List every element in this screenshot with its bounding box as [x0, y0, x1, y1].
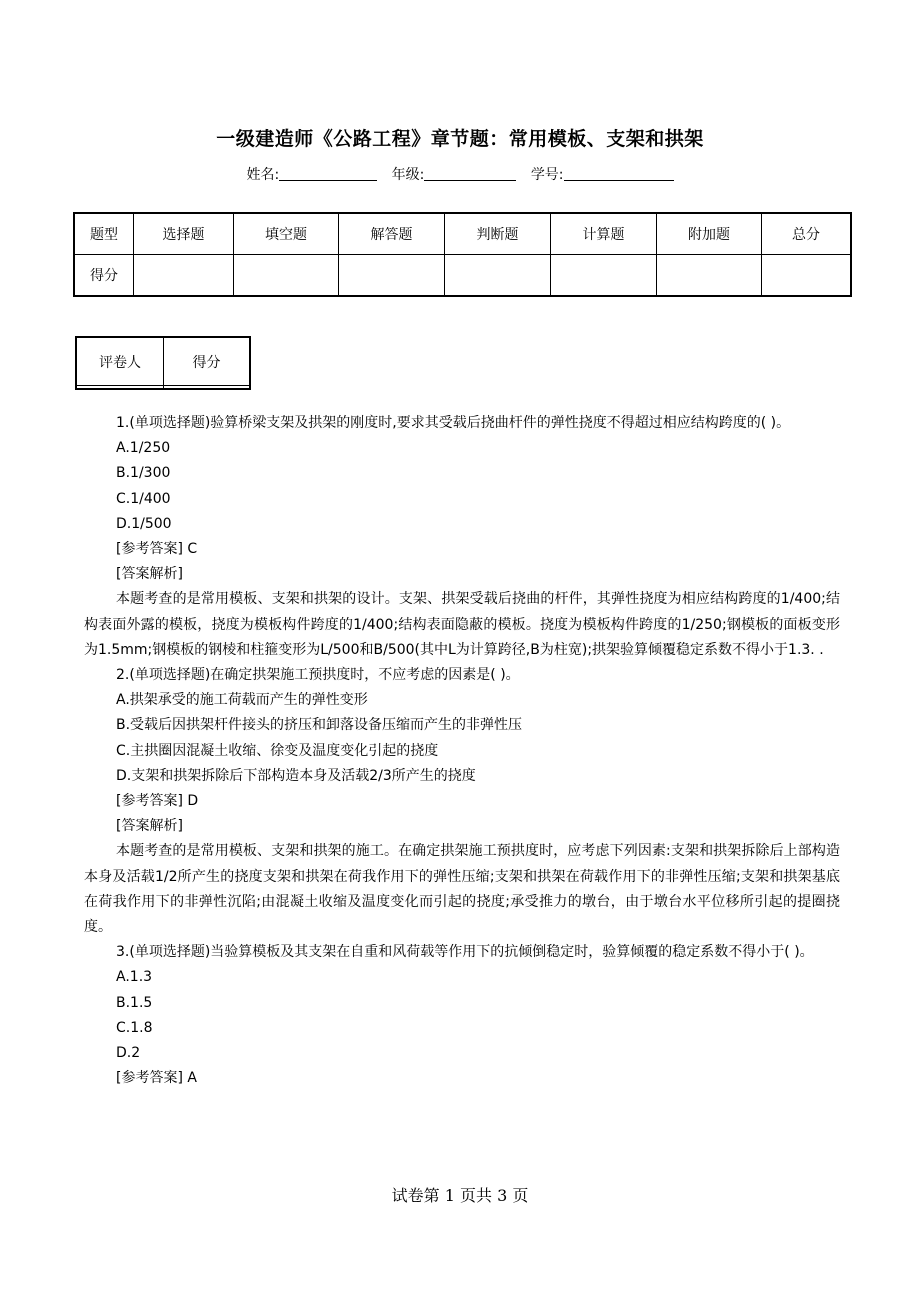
page-footer: 试卷第 1 页共 3 页: [391, 1186, 529, 1205]
analysis-label: [答案解析]: [116, 566, 183, 583]
score-cell[interactable]: [762, 255, 852, 297]
analysis-text: 本题考查的是常用模板、支架和拱架的施工。在确定拱架施工预拱度时，应考虑下列因素:支架和拱架拆除后上部构造本身及活载1/2所产生的挠度支架和拱架在荷我作用下的弹性压缩;支架和拱架在荷载作用下的非弹性压缩;支架和拱架基底在荷我作用下的非弹性沉陷;由混凝土收缩及温度变化而引起的挠度;承受推力的墩台，由于墩台水平位移所引起的提圈挠度。: [84, 843, 840, 936]
grader-cell[interactable]: [164, 386, 251, 389]
score-cell[interactable]: [234, 255, 339, 297]
score-table-header-row: [74, 213, 851, 255]
grade-blank[interactable]: [424, 166, 516, 181]
grader-header-cell: 评卷人: [76, 337, 164, 386]
questions-content: [84, 411, 840, 1091]
name-field: [246, 167, 377, 183]
reference-answer: [参考答案] D: [116, 793, 199, 810]
score-header-cell: 选择题: [134, 213, 234, 255]
question-option: A.1/250: [116, 440, 171, 457]
question-option: D.1/500: [116, 515, 172, 532]
score-table-score-row: [74, 255, 851, 297]
score-cell[interactable]: [445, 255, 551, 297]
score-header-cell: 填空题: [234, 213, 339, 255]
score-cell[interactable]: [134, 255, 234, 297]
score-cell[interactable]: [551, 255, 657, 297]
question-option: A.1.3: [116, 969, 153, 986]
analysis-label: [答案解析]: [116, 818, 183, 835]
question-option: B.1/300: [116, 465, 171, 482]
name-blank[interactable]: [279, 166, 377, 181]
score-cell[interactable]: [339, 255, 445, 297]
grader-header-row: [76, 337, 250, 386]
student-info-line: [0, 164, 920, 184]
score-row-label: 得分: [74, 255, 134, 297]
score-header-cell: 题型: [74, 213, 134, 255]
question-option: D.支架和拱架拆除后下部构造本身及活载2/3所产生的挠度: [116, 767, 476, 784]
question-stem: 3.(单项选择题)当验算模板及其支架在自重和风荷载等作用下的抗倾倒稳定时，验算倾覆的稳定系数不得小于( )。: [116, 944, 814, 961]
question-stem: 2.(单项选择题)在确定拱架施工预拱度时，不应考虑的因素是( )。: [116, 667, 520, 684]
score-header-cell: 计算题: [551, 213, 657, 255]
grader-header-cell: 得分: [164, 337, 251, 386]
question-option: C.1.8: [116, 1019, 153, 1036]
question-option: B.受载后因拱架杆件接头的挤压和卸落设备压缩而产生的非弹性压: [116, 717, 523, 734]
grader-table: [75, 336, 251, 390]
grade-field: [392, 167, 517, 183]
question-option: C.1/400: [116, 490, 171, 507]
question-option: A.拱架承受的施工荷载而产生的弹性变形: [116, 692, 368, 709]
score-table: [73, 212, 852, 297]
score-header-cell: 判断题: [445, 213, 551, 255]
score-header-cell: 解答题: [339, 213, 445, 255]
page-title: 一级建造师《公路工程》章节题：常用模板、支架和拱架: [216, 128, 704, 150]
grader-input-row: [76, 386, 250, 389]
question-option: D.2: [116, 1045, 141, 1062]
grade-label: 年级:: [391, 167, 425, 183]
analysis-text: 本题考查的是常用模板、支架和拱架的设计。支架、拱架受载后挠曲的杆件，其弹性挠度为相应结构跨度的1/400;结构表面外露的模板，挠度为模板构件跨度的1/400;结构表面隐蔽的模板。挠度为模板构件跨度的1/250;钢模板的面板变形为1.5mm;钢模板的钢棱和柱箍变形为L/500和B/500(其中L为计算跨径,B为柱宽);拱架验算倾覆稳定系数不得小于1.3. .: [84, 591, 840, 658]
score-cell[interactable]: [657, 255, 762, 297]
reference-answer: [参考答案] C: [116, 541, 198, 558]
id-label: 学号:: [530, 167, 564, 183]
grader-cell[interactable]: [76, 386, 164, 389]
question-option: B.1.5: [116, 994, 153, 1011]
reference-answer: [参考答案] A: [116, 1070, 197, 1087]
id-field: [531, 167, 674, 183]
id-blank[interactable]: [564, 166, 674, 181]
question-stem: 1.(单项选择题)验算桥梁支架及拱架的刚度时,要求其受载后挠曲杆件的弹性挠度不得超过相应结构跨度的( )。: [116, 415, 791, 431]
score-header-cell: 附加题: [657, 213, 762, 255]
question-option: C.主拱圈因混凝土收缩、徐变及温度变化引起的挠度: [116, 742, 439, 759]
score-header-cell: 总分: [762, 213, 852, 255]
name-label: 姓名:: [246, 167, 280, 183]
